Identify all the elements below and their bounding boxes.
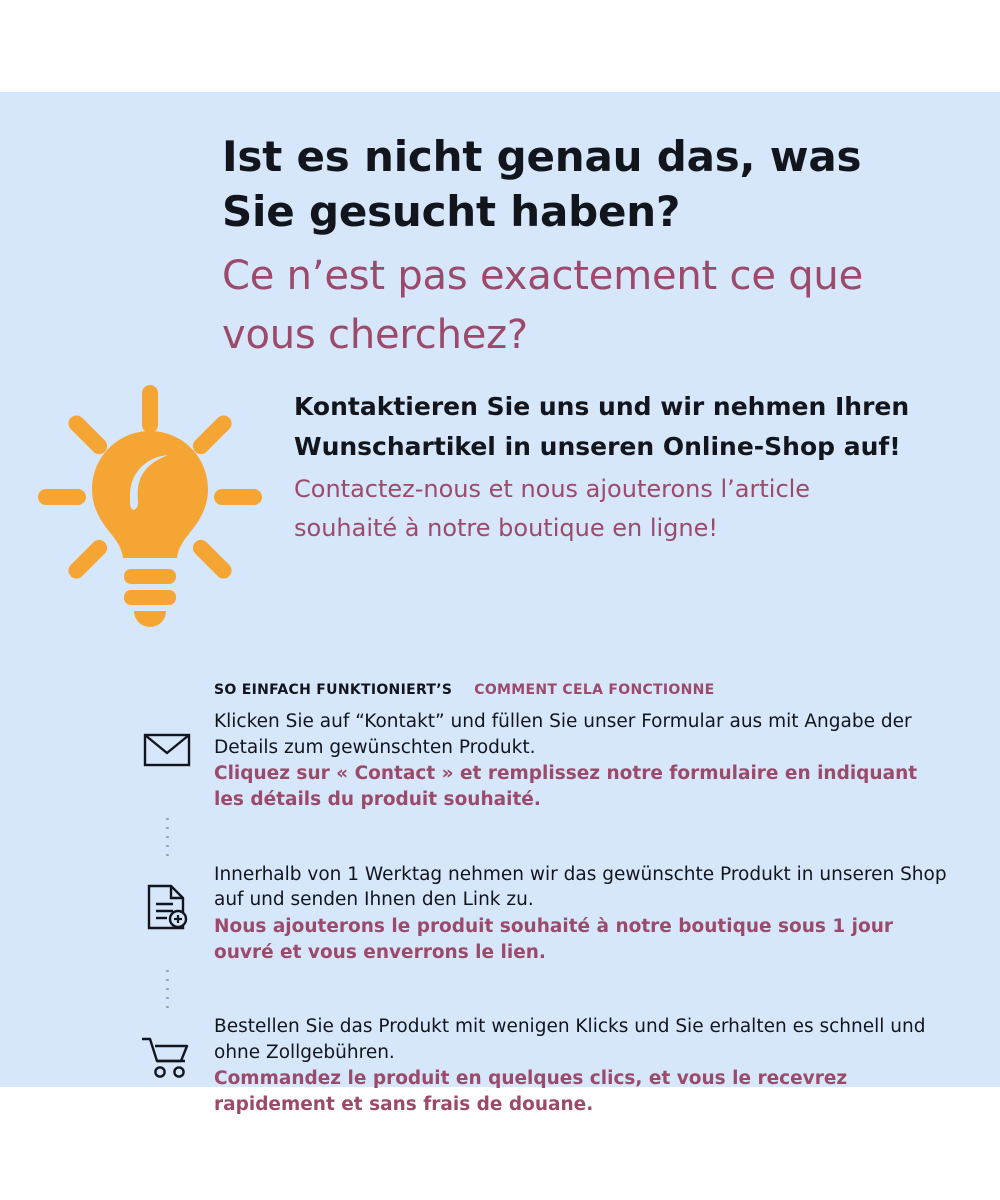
how-it-works-heading-de: SO EINFACH FUNKTIONIERT’S bbox=[214, 682, 453, 698]
promo-banner bbox=[0, 92, 1000, 1116]
intro-block bbox=[294, 387, 914, 548]
headline-de: Ist es nicht genau das, was Sie gesucht haben? bbox=[222, 132, 862, 236]
step-text-de: Innerhalb von 1 Werktag nehmen wir das gewünschte Produkt in unseren Shop auf und senden Ihnen den Link zu. bbox=[214, 863, 947, 911]
steps-list bbox=[120, 707, 950, 1119]
step-connector bbox=[120, 814, 950, 860]
step-text bbox=[214, 707, 950, 814]
step-text-de: Klicken Sie auf “Kontakt” und füllen Sie unser Formular aus mit Angabe der Details zum gewünschten Produkt. bbox=[214, 711, 912, 758]
step-text-fr: Nous ajouterons le produit souhaité à notre boutique sous 1 jour ouvré et vous enverrons le lien. bbox=[214, 915, 893, 963]
how-it-works-heading bbox=[214, 682, 715, 698]
dotted-line bbox=[120, 814, 214, 860]
step-text bbox=[214, 1012, 950, 1119]
dotted-line bbox=[120, 966, 214, 1012]
step-text-de: Bestellen Sie das Produkt mit wenigen Klicks und Sie erhalten es schnell und ohne Zollgebühren. bbox=[214, 1016, 926, 1063]
step-item bbox=[120, 707, 950, 814]
step-item bbox=[120, 860, 950, 967]
intro-fr: Contactez-nous et nous ajouterons l’article souhaité à notre boutique en ligne! bbox=[294, 475, 811, 542]
envelope-icon bbox=[120, 707, 214, 769]
step-text-fr: Cliquez sur « Contact » et remplissez notre formulaire en indiquant les détails du produit souhaité. bbox=[214, 763, 918, 811]
how-it-works-heading-fr: COMMENT CELA FONCTIONNE bbox=[474, 682, 715, 698]
step-item bbox=[120, 1012, 950, 1119]
document-add-icon bbox=[120, 860, 214, 930]
step-connector bbox=[120, 966, 950, 1012]
step-text-fr: Commandez le produit en quelques clics, et vous le recevrez rapidement et sans frais de douane. bbox=[214, 1068, 848, 1116]
lightbulb-icon bbox=[30, 377, 270, 637]
headline-block bbox=[222, 130, 922, 366]
intro-de: Kontaktieren Sie uns und wir nehmen Ihren Wunschartikel in unseren Online-Shop auf! bbox=[294, 392, 910, 461]
shopping-cart-icon bbox=[120, 1012, 214, 1078]
headline-fr: Ce n’est pas exactement ce que vous cherchez? bbox=[222, 253, 863, 359]
step-text bbox=[214, 860, 950, 967]
